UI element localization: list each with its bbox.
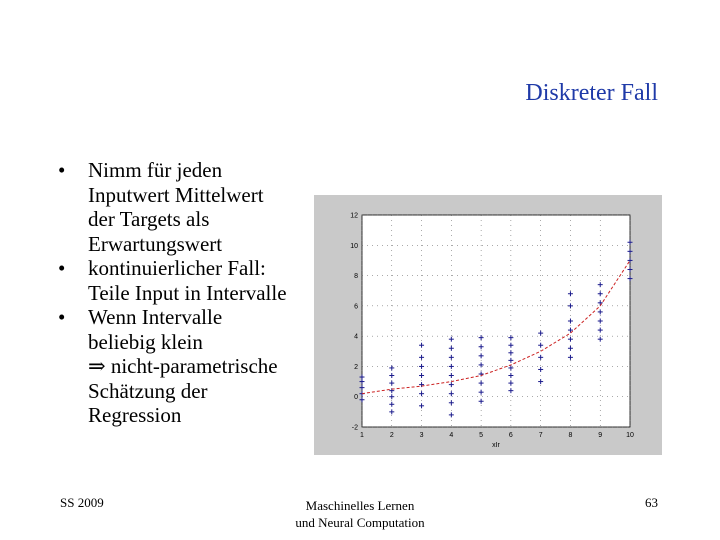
x-tick-label: 10: [626, 432, 634, 439]
bullet-item: [58, 256, 320, 305]
y-tick-label: 10: [350, 242, 358, 250]
bullet-line: Erwartungswert: [88, 231, 223, 256]
y-tick-label: -2: [351, 424, 358, 432]
x-tick-label: 5: [479, 432, 484, 439]
bullet-dot: •: [58, 158, 66, 182]
bullet-line: ⇒ nicht-parametrische: [88, 354, 278, 378]
y-tick-label: 12: [350, 212, 358, 220]
footer-course: [278, 497, 442, 531]
footer-course-line: und Neural Computation: [295, 515, 425, 530]
bullet-line: Teile Input in Intervalle: [88, 280, 287, 305]
y-tick-label: 8: [354, 273, 358, 281]
bullet-line: der Targets als: [88, 207, 210, 231]
bullet-line: Wenn Intervalle: [88, 305, 223, 329]
x-tick-label: 1: [360, 432, 364, 439]
bullet-line: Schätzung der: [88, 378, 208, 403]
plot-area: [362, 215, 630, 427]
y-tick-label: 6: [354, 303, 358, 311]
footer-term: SS 2009: [60, 495, 104, 510]
x-tick-label: 7: [538, 432, 543, 439]
x-tick-label: 3: [419, 432, 424, 439]
y-tick-label: 4: [354, 333, 358, 341]
page-number: 63: [645, 495, 658, 510]
bullet-dot: •: [58, 305, 66, 329]
scatter-plot-figure: [314, 195, 662, 455]
bullet-list: [58, 158, 320, 428]
bullet-dot: •: [58, 256, 66, 280]
x-axis-label: xIr: [492, 442, 500, 449]
bullet-line: beliebig klein: [88, 329, 203, 354]
bullet-line: Nimm für jeden: [88, 158, 223, 182]
bullet-line: kontinuierlicher Fall:: [88, 256, 266, 280]
x-tick-label: 8: [568, 432, 573, 439]
scatter-plot-svg: [314, 195, 662, 455]
y-tick-label: 2: [354, 363, 358, 371]
slide-title: Diskreter Fall: [525, 80, 658, 106]
x-tick-label: 2: [389, 432, 394, 439]
bullet-item: [58, 158, 320, 256]
x-tick-label: 9: [598, 432, 603, 439]
y-tick-label: 0: [354, 394, 358, 402]
x-tick-label: 6: [508, 432, 513, 439]
footer-course-line: Maschinelles Lernen: [305, 498, 415, 513]
x-tick-label: 4: [449, 432, 454, 439]
bullet-item: [58, 305, 320, 428]
bullet-line: Inputwert Mittelwert: [88, 182, 264, 207]
bullet-line: Regression: [88, 403, 182, 427]
